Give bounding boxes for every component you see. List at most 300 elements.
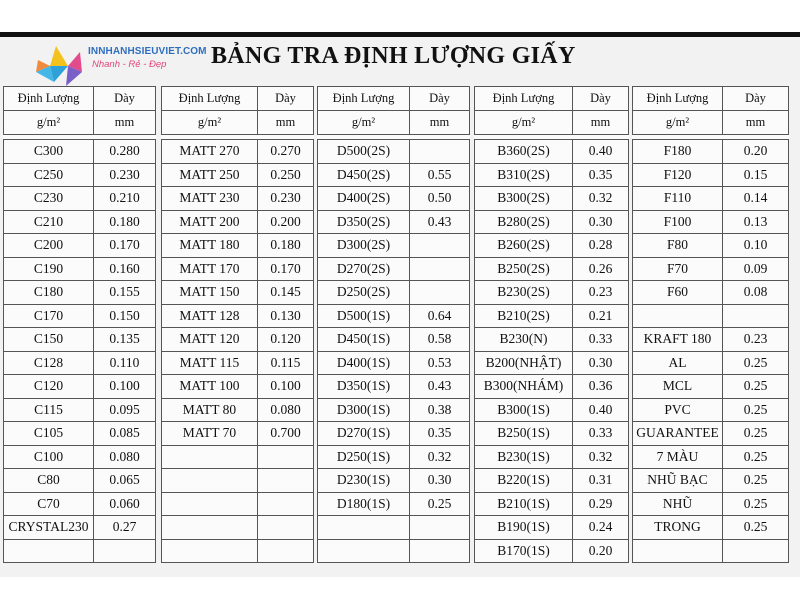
table-row: [162, 187, 314, 211]
thickness-cell: [410, 281, 470, 305]
paper-weight-cell: F110: [633, 187, 723, 211]
paper-weight-cell: B280(2S): [475, 210, 573, 234]
paper-weight-cell: D300(2S): [318, 234, 410, 258]
table-row: [633, 492, 789, 516]
paper-weight-cell: C230: [4, 187, 94, 211]
paper-weight-cell: [162, 539, 258, 563]
header-row: [162, 87, 314, 111]
paper-weight-cell: B210(2S): [475, 304, 573, 328]
thickness-cell: 0.085: [94, 422, 156, 446]
table-row: [162, 539, 314, 563]
paper-weight-cell: F180: [633, 140, 723, 164]
paper-weight-cell: C210: [4, 210, 94, 234]
thickness-cell: 0.25: [723, 422, 789, 446]
thickness-cell: 0.25: [723, 445, 789, 469]
table-row: [633, 351, 789, 375]
thickness-cell: [410, 516, 470, 540]
paper-weight-cell: B250(2S): [475, 257, 573, 281]
page-title: BẢNG TRA ĐỊNH LƯỢNG GIẤY: [211, 43, 576, 69]
table-row: [475, 210, 629, 234]
paper-weight-cell: F60: [633, 281, 723, 305]
table-row: [318, 281, 470, 305]
unit-thickness: mm: [410, 111, 470, 135]
thickness-cell: 0.40: [573, 140, 629, 164]
unit-thickness: mm: [94, 111, 156, 135]
paper-weight-cell: TRONG: [633, 516, 723, 540]
table-row: [318, 492, 470, 516]
thickness-cell: 0.210: [94, 187, 156, 211]
unit-weight: g/m²: [475, 111, 573, 135]
thickness-cell: [258, 469, 314, 493]
brand-logo-icon: [30, 42, 88, 90]
thickness-cell: 0.14: [723, 187, 789, 211]
table-row: [475, 445, 629, 469]
paper-weight-cell: B250(1S): [475, 422, 573, 446]
table-row: [162, 140, 314, 164]
thickness-cell: 0.130: [258, 304, 314, 328]
paper-weight-cell: F70: [633, 257, 723, 281]
thickness-cell: 0.100: [258, 375, 314, 399]
thickness-cell: 0.08: [723, 281, 789, 305]
thickness-cell: [410, 539, 470, 563]
table-row: [633, 445, 789, 469]
paper-weight-cell: MATT 230: [162, 187, 258, 211]
thickness-cell: 0.35: [573, 163, 629, 187]
thickness-cell: 0.155: [94, 281, 156, 305]
thickness-cell: 0.080: [94, 445, 156, 469]
table-row: [162, 234, 314, 258]
thickness-cell: 0.24: [573, 516, 629, 540]
header-thickness: Dày: [573, 87, 629, 111]
table-row: [162, 469, 314, 493]
thickness-cell: 0.13: [723, 210, 789, 234]
thickness-cell: 0.38: [410, 398, 470, 422]
thickness-cell: 0.23: [723, 328, 789, 352]
paper-weight-cell: MCL: [633, 375, 723, 399]
table-row: [318, 187, 470, 211]
thickness-cell: 0.115: [258, 351, 314, 375]
thickness-cell: 0.64: [410, 304, 470, 328]
thickness-cell: 0.700: [258, 422, 314, 446]
header-row: [633, 87, 789, 111]
thickness-cell: [410, 257, 470, 281]
paper-weight-cell: C300: [4, 140, 94, 164]
paper-weight-cell: GUARANTEE: [633, 422, 723, 446]
table-row: [475, 375, 629, 399]
table-row: [4, 375, 156, 399]
weight-table-4: [474, 86, 629, 563]
paper-weight-cell: D350(2S): [318, 210, 410, 234]
paper-weight-cell: C128: [4, 351, 94, 375]
header-weight: Định Lượng: [162, 87, 258, 111]
table-row: [318, 304, 470, 328]
table-row: [4, 187, 156, 211]
paper-weight-cell: MATT 100: [162, 375, 258, 399]
thickness-cell: 0.150: [94, 304, 156, 328]
paper-weight-cell: D270(2S): [318, 257, 410, 281]
paper-weight-cell: B360(2S): [475, 140, 573, 164]
weight-table-3: [317, 86, 470, 563]
header-thickness: Dày: [410, 87, 470, 111]
header-weight: Định Lượng: [318, 87, 410, 111]
table-row: [475, 351, 629, 375]
paper-weight-cell: B230(1S): [475, 445, 573, 469]
unit-row: [162, 111, 314, 135]
thickness-cell: 0.23: [573, 281, 629, 305]
table-row: [4, 469, 156, 493]
thickness-cell: [258, 492, 314, 516]
unit-row: [4, 111, 156, 135]
table-row: [318, 234, 470, 258]
paper-weight-cell: D400(1S): [318, 351, 410, 375]
header-weight: Định Lượng: [4, 87, 94, 111]
table-row: [633, 422, 789, 446]
table-row: [475, 234, 629, 258]
paper-weight-cell: [162, 445, 258, 469]
thickness-cell: 0.35: [410, 422, 470, 446]
paper-weight-cell: [633, 304, 723, 328]
thickness-cell: 0.120: [258, 328, 314, 352]
header-thickness: Dày: [258, 87, 314, 111]
thickness-cell: 0.27: [94, 516, 156, 540]
table-row: [162, 516, 314, 540]
paper-weight-cell: B300(1S): [475, 398, 573, 422]
paper-weight-cell: B230(N): [475, 328, 573, 352]
paper-weight-cell: C115: [4, 398, 94, 422]
thickness-cell: 0.230: [258, 187, 314, 211]
table-row: [633, 163, 789, 187]
paper-weight-cell: MATT 150: [162, 281, 258, 305]
thickness-cell: 0.270: [258, 140, 314, 164]
table-row: [318, 539, 470, 563]
unit-row: [475, 111, 629, 135]
thickness-cell: 0.58: [410, 328, 470, 352]
table-row: [318, 516, 470, 540]
table-row: [318, 140, 470, 164]
table-row: [162, 281, 314, 305]
header-row: [318, 87, 470, 111]
header-row: [475, 87, 629, 111]
paper-weight-cell: F120: [633, 163, 723, 187]
thickness-cell: 0.30: [410, 469, 470, 493]
paper-weight-cell: C170: [4, 304, 94, 328]
thickness-cell: 0.180: [94, 210, 156, 234]
thickness-cell: 0.43: [410, 210, 470, 234]
table-row: [162, 422, 314, 446]
brand-site[interactable]: INNHANHSIEUVIET.COM: [88, 46, 207, 57]
paper-weight-cell: MATT 270: [162, 140, 258, 164]
thickness-cell: 0.55: [410, 163, 470, 187]
thickness-cell: [723, 304, 789, 328]
thickness-cell: 0.36: [573, 375, 629, 399]
paper-weight-cell: C100: [4, 445, 94, 469]
table-row: [475, 422, 629, 446]
paper-weight-cell: C250: [4, 163, 94, 187]
thickness-cell: 0.25: [723, 351, 789, 375]
table-row: [4, 304, 156, 328]
thickness-cell: 0.145: [258, 281, 314, 305]
table-row: [162, 492, 314, 516]
table-row: [475, 492, 629, 516]
weight-table-5: [632, 86, 789, 563]
thickness-cell: 0.095: [94, 398, 156, 422]
thickness-cell: 0.065: [94, 469, 156, 493]
thickness-cell: 0.09: [723, 257, 789, 281]
table-row: [633, 234, 789, 258]
unit-weight: g/m²: [318, 111, 410, 135]
header-row: [4, 87, 156, 111]
header-thickness: Dày: [723, 87, 789, 111]
thickness-cell: 0.21: [573, 304, 629, 328]
thickness-cell: 0.29: [573, 492, 629, 516]
header-weight: Định Lượng: [633, 87, 723, 111]
paper-weight-cell: 7 MÀU: [633, 445, 723, 469]
thickness-cell: 0.25: [723, 375, 789, 399]
thickness-cell: 0.100: [94, 375, 156, 399]
weight-table-2: [161, 86, 314, 563]
table-row: [475, 516, 629, 540]
paper-weight-cell: B230(2S): [475, 281, 573, 305]
table-row: [162, 445, 314, 469]
paper-weight-cell: NHŨ BẠC: [633, 469, 723, 493]
table-row: [4, 257, 156, 281]
paper-weight-cell: C70: [4, 492, 94, 516]
table-row: [318, 398, 470, 422]
table-row: [633, 469, 789, 493]
table-row: [633, 398, 789, 422]
table-row: [4, 445, 156, 469]
thickness-cell: [258, 516, 314, 540]
paper-weight-cell: D250(1S): [318, 445, 410, 469]
thickness-cell: 0.25: [723, 492, 789, 516]
table-row: [475, 328, 629, 352]
thickness-cell: 0.30: [573, 351, 629, 375]
thickness-cell: 0.135: [94, 328, 156, 352]
thickness-cell: 0.170: [94, 234, 156, 258]
paper-weight-cell: D450(2S): [318, 163, 410, 187]
thickness-cell: [258, 539, 314, 563]
table-row: [162, 398, 314, 422]
table-row: [162, 375, 314, 399]
table-row: [475, 281, 629, 305]
paper-weight-cell: MATT 200: [162, 210, 258, 234]
paper-weight-cell: MATT 128: [162, 304, 258, 328]
table-row: [475, 304, 629, 328]
thickness-cell: 0.110: [94, 351, 156, 375]
paper-weight-cell: AL: [633, 351, 723, 375]
paper-weight-cell: C190: [4, 257, 94, 281]
thickness-cell: 0.080: [258, 398, 314, 422]
table-row: [475, 398, 629, 422]
table-row: [475, 163, 629, 187]
table-row: [4, 398, 156, 422]
table-row: [4, 492, 156, 516]
thickness-cell: 0.28: [573, 234, 629, 258]
thickness-cell: 0.30: [573, 210, 629, 234]
table-row: [4, 539, 156, 563]
thickness-cell: 0.20: [573, 539, 629, 563]
thickness-cell: 0.33: [573, 422, 629, 446]
table-row: [475, 140, 629, 164]
table-row: [4, 516, 156, 540]
table-row: [633, 516, 789, 540]
paper-weight-cell: F80: [633, 234, 723, 258]
table-row: [633, 375, 789, 399]
paper-weight-cell: D500(2S): [318, 140, 410, 164]
paper-weight-cell: B190(1S): [475, 516, 573, 540]
table-row: [475, 257, 629, 281]
table-row: [633, 187, 789, 211]
table-row: [4, 281, 156, 305]
paper-weight-cell: MATT 250: [162, 163, 258, 187]
paper-weight-cell: MATT 170: [162, 257, 258, 281]
table-row: [4, 163, 156, 187]
paper-weight-cell: F100: [633, 210, 723, 234]
paper-weight-cell: B170(1S): [475, 539, 573, 563]
table-row: [162, 163, 314, 187]
table-row: [162, 257, 314, 281]
brand: [88, 46, 207, 70]
thickness-cell: 0.20: [723, 140, 789, 164]
paper-weight-cell: [4, 539, 94, 563]
thickness-cell: 0.230: [94, 163, 156, 187]
table-row: [162, 328, 314, 352]
thickness-cell: 0.53: [410, 351, 470, 375]
paper-weight-cell: B310(2S): [475, 163, 573, 187]
table-row: [633, 257, 789, 281]
thickness-cell: 0.170: [258, 257, 314, 281]
paper-weight-cell: C120: [4, 375, 94, 399]
paper-weight-cell: B260(2S): [475, 234, 573, 258]
table-row: [4, 351, 156, 375]
thickness-cell: 0.25: [723, 469, 789, 493]
table-row: [318, 469, 470, 493]
thickness-cell: 0.50: [410, 187, 470, 211]
thickness-cell: 0.40: [573, 398, 629, 422]
table-row: [633, 140, 789, 164]
thickness-cell: 0.10: [723, 234, 789, 258]
paper-weight-cell: C80: [4, 469, 94, 493]
paper-weight-cell: D300(1S): [318, 398, 410, 422]
paper-weight-cell: MATT 115: [162, 351, 258, 375]
table-row: [318, 375, 470, 399]
table-row: [475, 187, 629, 211]
paper-weight-cell: [162, 516, 258, 540]
table-row: [4, 422, 156, 446]
table-row: [4, 140, 156, 164]
unit-weight: g/m²: [633, 111, 723, 135]
unit-row: [633, 111, 789, 135]
table-row: [318, 328, 470, 352]
paper-weight-cell: D180(1S): [318, 492, 410, 516]
paper-weight-cell: B300(NHÁM): [475, 375, 573, 399]
table-row: [162, 210, 314, 234]
paper-weight-cell: D500(1S): [318, 304, 410, 328]
thickness-cell: 0.160: [94, 257, 156, 281]
paper-weight-cell: C180: [4, 281, 94, 305]
paper-weight-cell: [162, 492, 258, 516]
thickness-cell: 0.25: [723, 398, 789, 422]
paper-weight-cell: [633, 539, 723, 563]
thickness-cell: 0.250: [258, 163, 314, 187]
table-row: [162, 304, 314, 328]
paper-weight-cell: C105: [4, 422, 94, 446]
paper-weight-cell: C200: [4, 234, 94, 258]
unit-row: [318, 111, 470, 135]
paper-weight-cell: C150: [4, 328, 94, 352]
paper-weight-cell: B200(NHẬT): [475, 351, 573, 375]
thickness-cell: 0.43: [410, 375, 470, 399]
thickness-cell: 0.33: [573, 328, 629, 352]
unit-weight: g/m²: [162, 111, 258, 135]
thickness-cell: [258, 445, 314, 469]
table-row: [4, 210, 156, 234]
thickness-cell: 0.15: [723, 163, 789, 187]
paper-weight-cell: MATT 70: [162, 422, 258, 446]
paper-weight-cell: D250(2S): [318, 281, 410, 305]
paper-weight-cell: D230(1S): [318, 469, 410, 493]
unit-thickness: mm: [723, 111, 789, 135]
thickness-cell: 0.31: [573, 469, 629, 493]
table-row: [318, 445, 470, 469]
table-row: [4, 234, 156, 258]
paper-weight-cell: KRAFT 180: [633, 328, 723, 352]
paper-weight-cell: MATT 120: [162, 328, 258, 352]
paper-weight-cell: [318, 539, 410, 563]
table-row: [318, 351, 470, 375]
unit-thickness: mm: [573, 111, 629, 135]
unit-thickness: mm: [258, 111, 314, 135]
paper-weight-cell: B210(1S): [475, 492, 573, 516]
thickness-cell: 0.060: [94, 492, 156, 516]
table-row: [633, 328, 789, 352]
thickness-cell: 0.32: [573, 445, 629, 469]
table-row: [4, 328, 156, 352]
thickness-cell: 0.32: [573, 187, 629, 211]
thickness-cell: 0.25: [410, 492, 470, 516]
paper-weight-cell: D450(1S): [318, 328, 410, 352]
paper-weight-cell: D400(2S): [318, 187, 410, 211]
thickness-cell: [723, 539, 789, 563]
header-weight: Định Lượng: [475, 87, 573, 111]
table-row: [318, 210, 470, 234]
table-row: [475, 539, 629, 563]
brand-tagline: Nhanh - Rẻ - Đẹp: [92, 59, 167, 70]
paper-weight-cell: D270(1S): [318, 422, 410, 446]
thickness-cell: [410, 234, 470, 258]
table-row: [633, 281, 789, 305]
thickness-cell: 0.200: [258, 210, 314, 234]
table-row: [318, 163, 470, 187]
header-thickness: Dày: [94, 87, 156, 111]
table-row: [318, 422, 470, 446]
paper-weight-cell: [162, 469, 258, 493]
unit-weight: g/m²: [4, 111, 94, 135]
paper-weight-cell: NHŨ: [633, 492, 723, 516]
thickness-cell: [410, 140, 470, 164]
table-row: [633, 539, 789, 563]
table-row: [162, 351, 314, 375]
paper-weight-cell: CRYSTAL230: [4, 516, 94, 540]
table-row: [633, 304, 789, 328]
paper-weight-cell: B300(2S): [475, 187, 573, 211]
thickness-cell: 0.32: [410, 445, 470, 469]
paper-weight-cell: MATT 80: [162, 398, 258, 422]
table-row: [475, 469, 629, 493]
paper-weight-cell: PVC: [633, 398, 723, 422]
table-row: [633, 210, 789, 234]
thickness-cell: 0.25: [723, 516, 789, 540]
